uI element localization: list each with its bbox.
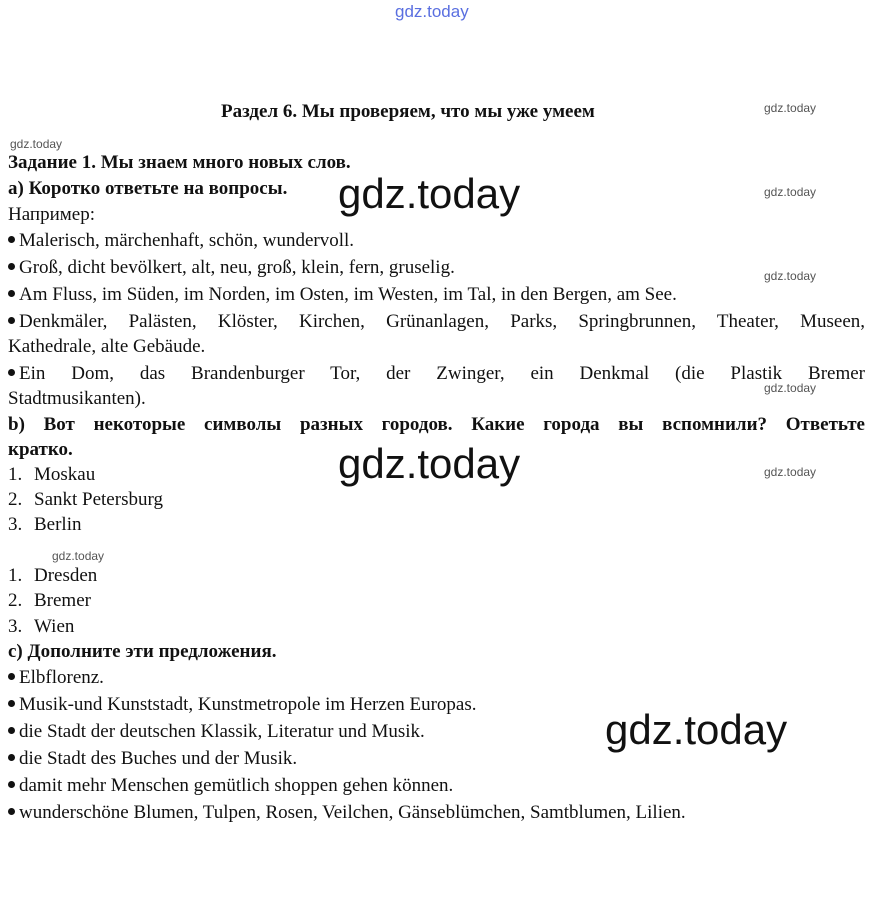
watermark-top: gdz.today [395,2,469,21]
bullet-icon [8,808,15,815]
watermark-small: gdz.today [764,269,817,283]
watermark-small: gdz.today [764,101,817,115]
list-item: 1. Moskau [8,464,96,485]
list-item: Groß, dicht bevölkert, alt, neu, groß, klein, fern, gruselig. [8,256,455,280]
example-label: Например: [8,204,95,225]
watermark-large: gdz.today [338,440,521,487]
watermark-small: gdz.today [52,549,105,563]
part-b-heading: b) Вот некоторые символы разных городов. Какие города вы вспомнили? Ответьте [8,414,865,435]
list-item: damit mehr Menschen gemütlich shoppen gehen können. [8,774,453,798]
bullet-icon [8,700,15,707]
bullet-icon [8,673,15,680]
bullet-icon [8,781,15,788]
list-item: die Stadt der deutschen Klassik, Literatur und Musik. [8,720,425,744]
watermark-small: gdz.today [764,185,817,199]
list-item: Denkmäler, Palästen, Klöster, Kirchen, Grünanlagen, Parks, Springbrunnen, Theater, Museen, [8,310,865,334]
list-item: Musik-und Kunststadt, Kunstmetropole im Herzen Europas. [8,693,477,717]
list-item: 3. Berlin [8,514,82,535]
part-b-heading-continuation: кратко. [8,439,73,460]
bullet-icon [8,236,15,243]
list-item: 2. Bremer [8,590,91,611]
bullet-icon [8,290,15,297]
list-item-continuation: Kathedrale, alte Gebäude. [8,336,206,357]
bullet-icon [8,263,15,270]
list-item: 3. Wien [8,616,75,637]
watermark-small: gdz.today [10,137,63,151]
watermark-small: gdz.today [764,381,817,395]
list-item: wunderschöne Blumen, Tulpen, Rosen, Veilchen, Gänseblümchen, Samtblumen, Lilien. [8,801,686,825]
list-item: 2. Sankt Petersburg [8,489,163,510]
bullet-icon [8,727,15,734]
list-item-continuation: Stadtmusikanten). [8,388,146,409]
watermark-small: gdz.today [764,465,817,479]
list-item: 1. Dresden [8,565,98,586]
page-title: Раздел 6. Мы проверяем, что мы уже умеем [221,101,595,122]
watermark-large: gdz.today [605,706,788,753]
bullet-icon [8,317,15,324]
list-item: Ein Dom, das Brandenburger Tor, der Zwinger, ein Denkmal (die Plastik Bremer [8,362,865,386]
watermark-large: gdz.today [338,170,521,217]
bullet-icon [8,754,15,761]
list-item: Malerisch, märchenhaft, schön, wundervoll. [8,229,354,253]
part-c-heading: с) Дополните эти предложения. [8,641,277,662]
list-item: Elbflorenz. [8,666,104,690]
bullet-icon [8,369,15,376]
task-heading: Задание 1. Мы знаем много новых слов. [8,152,351,173]
part-a-heading: а) Коротко ответьте на вопросы. [8,178,288,199]
list-item: die Stadt des Buches und der Musik. [8,747,297,771]
list-item: Am Fluss, im Süden, im Norden, im Osten, im Westen, im Tal, in den Bergen, am See. [8,283,677,307]
